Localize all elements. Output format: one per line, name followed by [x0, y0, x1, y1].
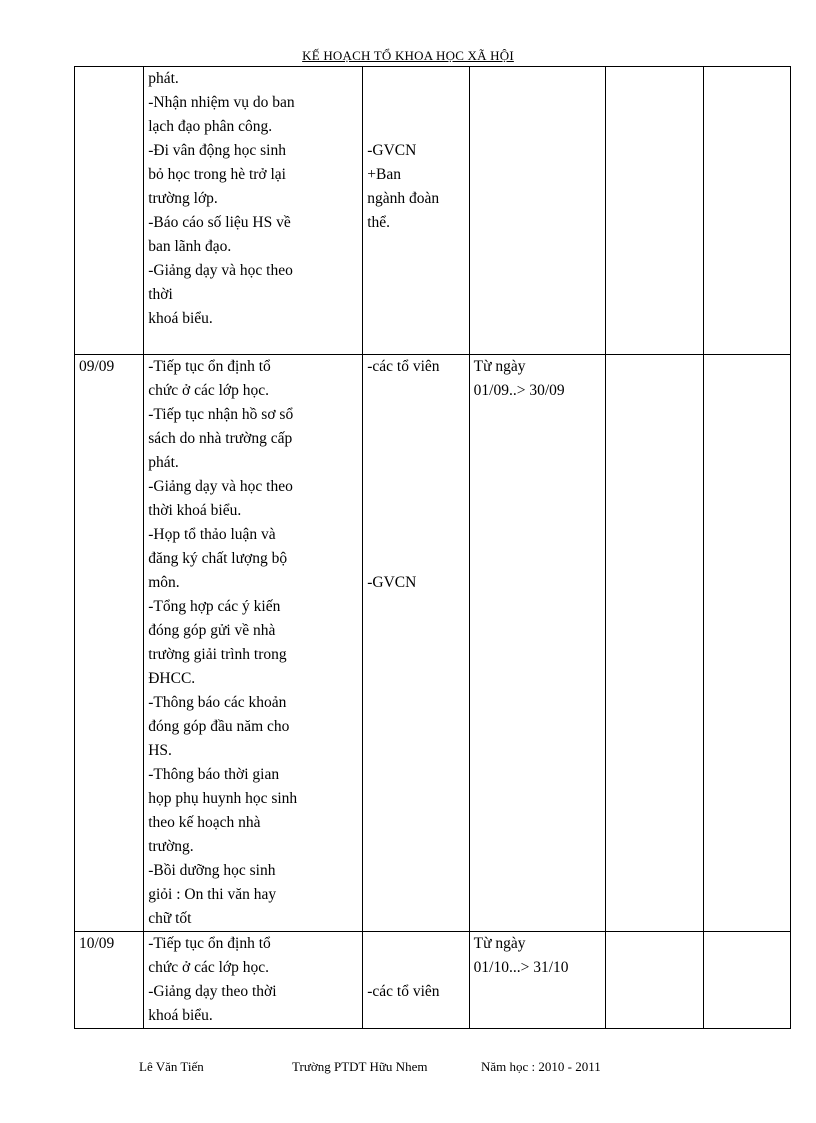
empty-cell	[606, 355, 704, 932]
date-cell: 09/09	[75, 355, 144, 932]
empty-cell	[606, 932, 704, 1029]
content-cell: phát. -Nhận nhiệm vụ do ban lạch đạo phân công. -Đi vân động học sinh bỏ học trong hè trở lại trường lớp. -Báo cáo số liệu HS về ban lãnh đạo. -Giảng dạy và học theo thời khoá biểu.	[144, 67, 363, 355]
page-title: KẾ HOẠCH TỔ KHOA HỌC XÃ HỘI	[302, 48, 514, 63]
responsible-cell: -các tổ viên -GVCN	[363, 355, 469, 932]
empty-cell	[606, 67, 704, 355]
footer-school: Trường PTDT Hữu Nhem	[292, 1059, 428, 1074]
content-cell: -Tiếp tục ổn định tổ chức ở các lớp học. -Tiếp tục nhận hồ sơ sổ sách do nhà trường cấp phát. -Giảng dạy và học theo thời khoá biểu. -Họp tổ thảo luận và đăng ký chất lượng bộ môn. -Tổng hợp các ý kiến đóng góp gửi về nhà trường giải trình trong ĐHCC. -Thông báo các khoản đóng góp đầu năm cho HS. -Thông báo thời gian họp phụ huynh học sinh theo kế hoạch nhà trường. -Bồi dưỡng học sinh giỏi : On thi văn hay chữ tốt	[144, 355, 363, 932]
time-cell: Từ ngày 01/10...> 31/10	[469, 932, 605, 1029]
footer-year: Năm học : 2010 - 2011	[481, 1059, 601, 1074]
time-cell	[469, 67, 605, 355]
responsible-cell: -GVCN +Ban ngành đoàn thể.	[363, 67, 469, 355]
empty-cell	[704, 932, 791, 1029]
responsible-cell: -các tổ viên	[363, 932, 469, 1029]
date-cell: 10/09	[75, 932, 144, 1029]
table-row	[75, 932, 791, 1029]
table-row	[75, 67, 791, 355]
empty-cell	[704, 67, 791, 355]
table-row	[75, 355, 791, 932]
time-cell: Từ ngày 01/09..> 30/09	[469, 355, 605, 932]
footer-author: Lê Văn Tiến	[139, 1059, 204, 1074]
plan-table	[74, 66, 791, 1029]
date-cell	[75, 67, 144, 355]
content-cell: -Tiếp tục ổn định tổ chức ở các lớp học. -Giảng dạy theo thời khoá biểu.	[144, 932, 363, 1029]
empty-cell	[704, 355, 791, 932]
page-header	[0, 48, 816, 64]
